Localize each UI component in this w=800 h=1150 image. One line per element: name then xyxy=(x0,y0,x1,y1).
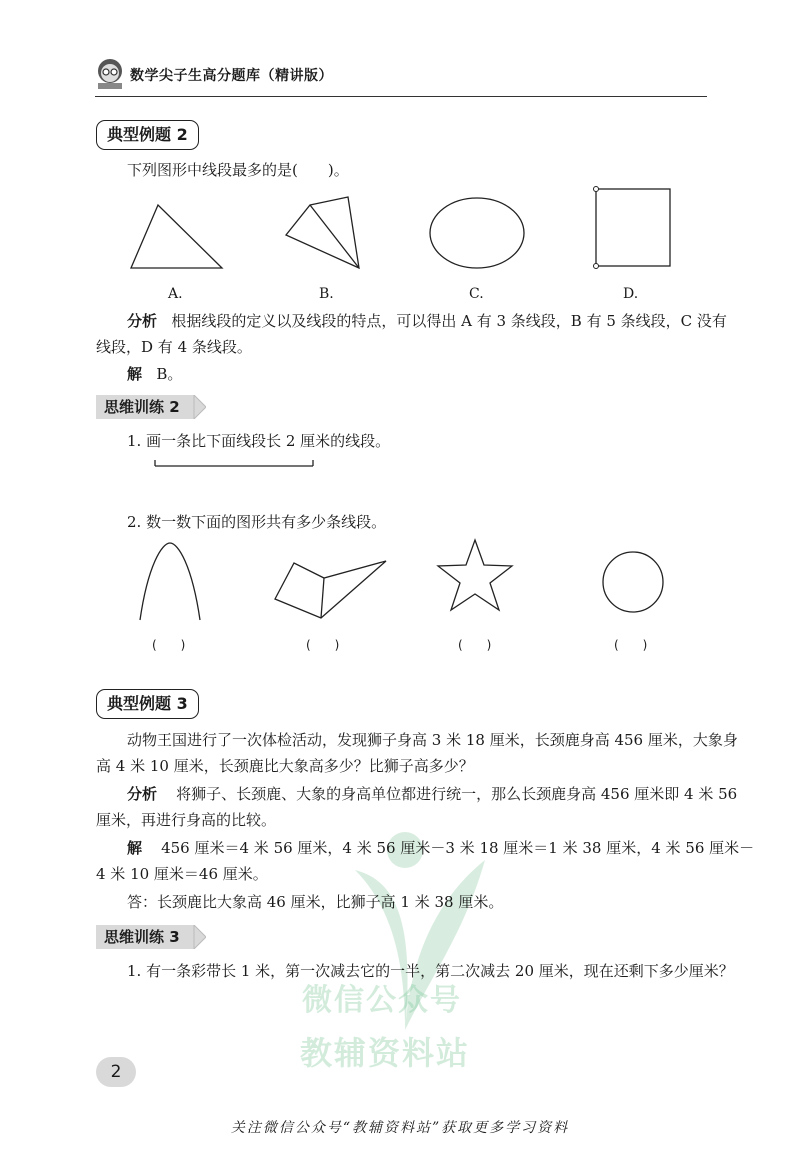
example3-question-line2: 高 4 米 10 厘米，长颈鹿比大象高多少？比狮子高多少？ xyxy=(96,757,474,775)
example2-analysis xyxy=(127,311,727,331)
option-d-label: D. xyxy=(623,286,639,302)
figure-d-dot xyxy=(594,187,599,192)
example3-answer xyxy=(127,838,754,858)
analysis-text-cont: 厘米，再进行身高的比较。 xyxy=(96,811,277,829)
header-title: 数学尖子生高分题库（精讲版） xyxy=(130,68,333,84)
training2-tag xyxy=(96,395,206,419)
figure-b-quadrilateral xyxy=(286,197,359,268)
figure-d-dot xyxy=(594,264,599,269)
figure-circle xyxy=(603,552,663,612)
answer-paren-1[interactable]: ( ) xyxy=(152,638,186,652)
answer-label: 解 xyxy=(127,365,143,383)
figure-arch xyxy=(140,543,200,620)
training2-q1: 1. 画一条比下面线段长 2 厘米的线段。 xyxy=(127,432,391,450)
figure-c-ellipse xyxy=(430,198,524,268)
figure-kite-inner xyxy=(321,578,324,618)
example2-question: 下列图形中线段最多的是( )。 xyxy=(127,161,349,179)
training3-tag xyxy=(96,925,206,949)
answer-text: 456 厘米＝4 米 56 厘米，4 米 56 厘米－3 米 18 厘米＝1 米 38 厘米，4 米 56 厘米－ xyxy=(161,839,755,857)
analysis-text-cont: 线段，D 有 4 条线段。 xyxy=(96,338,252,356)
option-b-label: B. xyxy=(319,286,334,302)
answer-paren-4[interactable]: ( ) xyxy=(614,638,648,652)
option-a-label: A. xyxy=(168,286,183,302)
answer-text-cont: 4 米 10 厘米＝46 厘米。 xyxy=(96,865,268,883)
figure-d-square xyxy=(596,189,670,266)
training2-figures xyxy=(120,535,680,625)
mascot-icon xyxy=(92,55,128,91)
figure-a-triangle xyxy=(131,205,222,268)
training3-q1: 1. 有一条彩带长 1 米，第一次减去它的一半，第二次减去 20 厘米，现在还剩下多少厘米？ xyxy=(127,962,734,980)
example2-answer xyxy=(127,364,182,384)
watermark-text-1: 微信公众号 xyxy=(302,983,462,1018)
watermark-text-2: 教辅资料站 xyxy=(300,1034,471,1072)
footer-note: 关注微信公众号“教辅资料站”获取更多学习资料 xyxy=(230,1120,570,1136)
answer-paren-3[interactable]: ( ) xyxy=(458,638,492,652)
figure-kite-shape xyxy=(275,561,386,618)
figure-b-diagonal xyxy=(310,205,359,268)
example3-analysis xyxy=(127,784,737,804)
example3-reply: 答：长颈鹿比大象高 46 厘米，比狮子高 1 米 38 厘米。 xyxy=(127,893,504,911)
analysis-text: 将狮子、长颈鹿、大象的身高单位都进行统一，那么长颈鹿身高 456 厘米即 4 米 56 xyxy=(176,785,738,803)
segment-figure xyxy=(150,458,320,472)
page-number: 2 xyxy=(96,1057,136,1087)
answer-paren-2[interactable]: ( ) xyxy=(306,638,340,652)
example2-badge: 典型例题 2 xyxy=(96,120,199,150)
answer-label: 解 xyxy=(127,839,143,857)
figure-star xyxy=(438,540,512,610)
example2-figures xyxy=(120,185,680,275)
training2-tag-label: 思维训练 2 xyxy=(96,395,186,419)
analysis-label: 分析 xyxy=(127,312,158,330)
option-c-label: C. xyxy=(469,286,484,302)
header-rule xyxy=(95,96,707,97)
analysis-label: 分析 xyxy=(127,785,158,803)
training2-q2: 2. 数一数下面的图形共有多少条线段。 xyxy=(127,513,387,531)
pencil-tip-icon xyxy=(186,395,206,419)
answer-text: B。 xyxy=(156,365,183,383)
analysis-text: 根据线段的定义以及线段的特点，可以得出 A 有 3 条线段，B 有 5 条线段，C 没有 xyxy=(171,312,727,330)
training3-tag-label: 思维训练 3 xyxy=(96,925,186,949)
example3-badge: 典型例题 3 xyxy=(96,689,199,719)
pencil-tip-icon xyxy=(186,925,206,949)
example3-question-line1: 动物王国进行了一次体检活动，发现狮子身高 3 米 18 厘米，长颈鹿身高 456 厘米，大象身 xyxy=(127,731,738,749)
